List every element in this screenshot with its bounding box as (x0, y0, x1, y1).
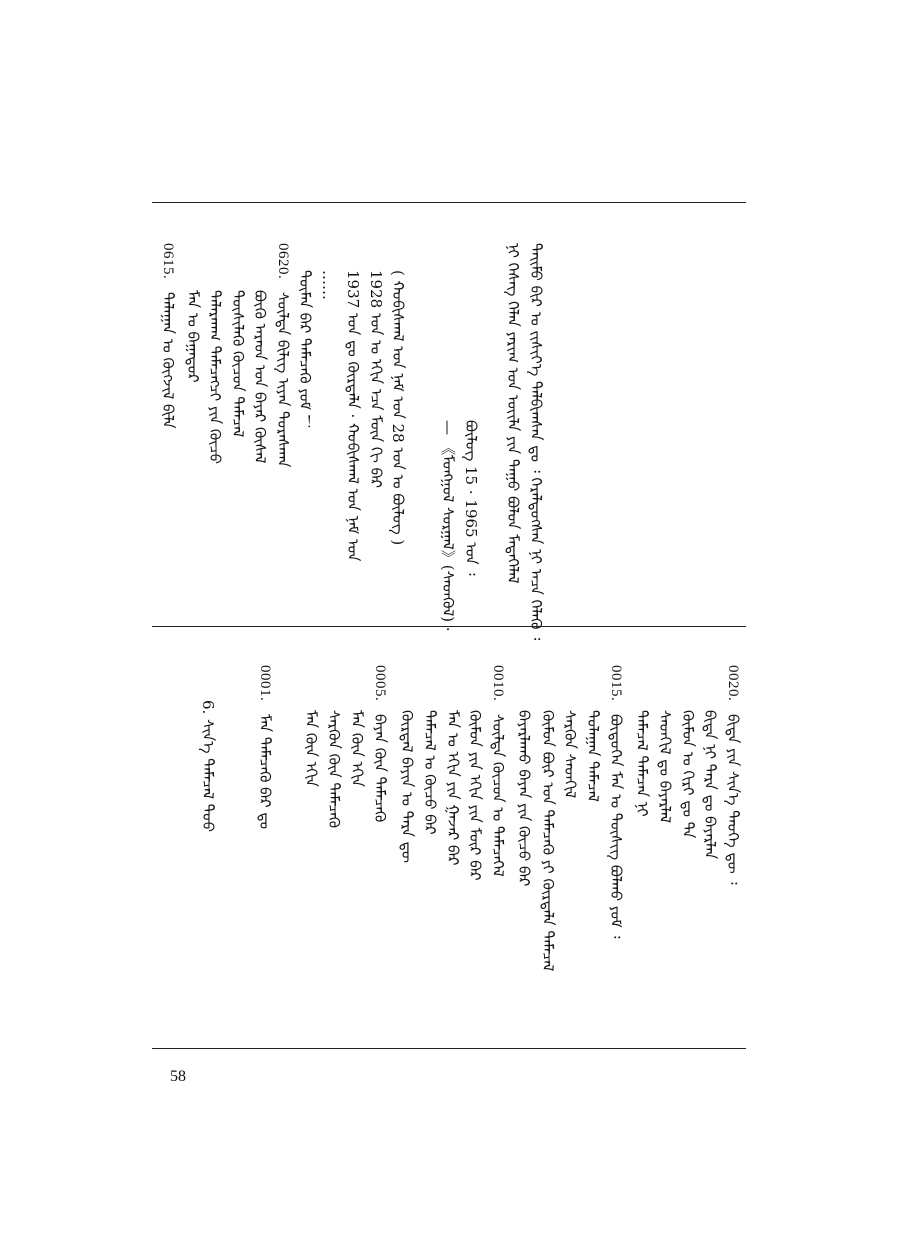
column-text: 1937 ᠣᠨ ᠳᠤ ᠬᠦᠷᠲᠡᠯᠡ · ᠬᠤᠪᠢᠰᠬᠠᠯ ᠤᠨ ᠨᠠᠮ ᠤᠨ (344, 270, 362, 562)
bottom-column-18 (326, 710, 341, 1030)
column-text: ᠨᠢ ᠬᠡᠰᠡᠭ ᠬᠡᠯᠡᠨ ᠶᠠᠷᠢᠭ ᠤᠨ ᠦᠢᠯᠡ ᠶᠢᠨ ᠳᠠᠭᠤ ᠪᠣᠯᠤᠨ ᠮᠡᠳᠡᠭᠡᠯᠡᠯ (504, 243, 522, 584)
line-number: 0020. (725, 665, 741, 702)
column-text: ᠲᠦᠰᠢᠯᠡᠬᠦ ᠬᠦᠴᠦᠨ ᠲᠡᠮᠡᠴᠡᠯ (229, 290, 247, 438)
top-rule (152, 202, 746, 203)
top-column-1 (527, 243, 545, 641)
bottom-column-9 (540, 710, 555, 1030)
column-text: ᠪᠦᠲᠦᠭᠡᠨ ᠮᠠᠨ ᠤ ᠲᠦᠰᠢᠭ ᠪᠣᠯᠬᠤ ᠶᠤᠮ ᠄ (607, 714, 625, 939)
column-text: ᠳᠤᠯᠠᠭᠠᠨ ᠲᠡᠮᠡᠴᠡᠯ (584, 710, 602, 802)
top-column-12 (230, 290, 245, 610)
column-text: ᠪᠠᠶᠠᠨ ᠬᠦᠨ ᠲᠡᠮᠡᠴᠡᠬᠦ (371, 714, 389, 823)
bottom-column-5 (634, 710, 649, 1030)
bottom-column-14 (422, 710, 437, 1030)
bottom-column-12 (467, 710, 482, 1030)
column-text: ᠰᠡᠳᠬᠢᠯ ᠳᠤ ᠪᠠᠶᠠᠷᠯᠠᠯ (656, 710, 674, 824)
top-column-11 (252, 290, 267, 610)
column-text: ᠮᠠᠨ ᠬᠦᠨ ᠡᠬᠢᠨ (302, 710, 320, 787)
line-number: 0001. (257, 665, 273, 702)
top-column-2 (505, 243, 520, 613)
column-text: ᠰᠡᠷᠭᠦᠨ ᠰᠡᠳᠬᠢᠯ (561, 710, 579, 799)
top-column-7 (345, 270, 360, 610)
bottom-rule (152, 1048, 746, 1049)
column-text: ᠰᠡᠷᠭᠦᠨ ᠬᠦᠨ ᠲᠡᠮᠡᠴᠡᠬᠦ (325, 710, 343, 829)
column-text: ᠲᠡᠮᠡᠴᠡᠯ ᠤ ᠬᠦᠴᠦ ᠪᠠᠷ (421, 710, 439, 835)
top-column-15 (160, 243, 175, 613)
ellipsis: …… (319, 270, 337, 300)
bottom-column-13 (445, 710, 460, 1030)
column-text: ᠲᠠᠯᠠᠭᠠᠨ ᠤ ᠬᠥᠭᠵᠢᠯ ᠪᠢᠯᠡ (159, 292, 177, 429)
column-text: ᠬᠦᠮᠦᠨ ᠶᠢᠨ ᠡᠬᠢᠨ ᠶᠢᠨ ᠮᠥᠷ ᠪᠠᠷ (466, 710, 484, 881)
column-text: ᠪᠦᠬᠦ ᠠᠷᠠᠳ ᠤᠨ ᠪᠠᠶᠠᠷ ᠬᠦᠰᠡᠯ (251, 290, 269, 464)
column-text: ᠮᠠᠨ ᠤ ᠪᠠᠭᠠᠲᠤᠷ (184, 290, 202, 383)
line-number: 0620. (275, 243, 291, 280)
bottom-column-19 (303, 710, 318, 1030)
bottom-column-2 (702, 710, 717, 1030)
column-text: ᠮᠠᠨ ᠬᠦᠨ ᠡᠬᠢᠨ (348, 710, 366, 787)
column-text: ᠲᠡᠮᠡᠴᠡᠯ ᠲᠡᠮᠡᠴᠡᠨ ᠨᠢ (633, 710, 651, 817)
bottom-column-16 (372, 665, 387, 1035)
column-text: ᠰᠦᠯᠳᠡ ᠬᠦᠴᠦᠨ ᠤ ᠲᠡᠮᠡᠴᠡᠭᠡᠯ (489, 714, 507, 877)
column-text: ᠪᠦᠯᠦᠭ 15 · 1965 ᠣᠨ ᠄ (462, 420, 480, 576)
page-number: 58 (170, 1068, 186, 1085)
top-column-9 (297, 270, 312, 470)
top-column-10 (275, 243, 290, 613)
bottom-column-7 (585, 710, 600, 1030)
bottom-column-6 (608, 665, 623, 1035)
column-text: ᠪᠠᠶᠠᠷᠯᠠᠬᠤ ᠪᠠᠶᠠᠨ ᠶᠢᠨ ᠬᠦᠴᠦ ᠪᠠᠷ (515, 710, 533, 887)
top-column-6 (368, 270, 383, 610)
column-text: ᠲᠡᠢᠮᠦ ᠪᠢᠷ ᠤ ᠵᠢᠰᠢᠶ᠎ᠡ ᠲᠠᠯᠪᠢᠭᠰᠠᠨ ᠳᠤ ᠄ ᠭᠡᠷᠡᠯᠲᠦᠭᠰᠡᠨ ᠨᠢ ᠠᠴᠠ ᠬᠡᠯᠡᠬᠦ ᠄ (527, 243, 545, 641)
bottom-column-4 (657, 710, 672, 1030)
column-text: ᠪᠢᠳᠡ ᠶᠢᠨ ᠰᠢᠨ᠎ᠡ ᠲᠡᠦᠬᠡ ᠳᠦ ᠄ (724, 714, 742, 885)
bottom-column-1 (725, 665, 740, 1035)
column-text: 1928 ᠣᠨ ᠤ ᠡᠬᠢᠨ ᠡᠴᠡ ᠮᠥᠨ ᠬᠢ ᠪᠠᠷ (367, 270, 385, 489)
bottom-column-3 (680, 710, 695, 1030)
bottom-column-10 (516, 710, 531, 1030)
line-number: 0005. (372, 665, 388, 702)
column-text: ᠰᠦᠯᠳᠡ ᠪᠢᠯᠢᠭ ᠢᠶᠡᠨ ᠳᠤᠷᠠᠰᠭᠠᠨ (274, 292, 292, 468)
column-text: — 《ᠮᠣᠩᠭᠣᠯ ᠰᠤᠷᠭᠠᠯ》(ᠰᠡᠳᠭᠦᠯ) · (439, 420, 457, 632)
bottom-column-11 (490, 665, 505, 1035)
top-column-5 (390, 270, 405, 610)
column-text: ᠬᠦᠮᠦᠨ ᠤ ᠬᠢᠷᠢ ᠳᠤ ᠲᠡ (679, 710, 697, 839)
top-column-8 (320, 270, 335, 330)
bottom-column-21 (200, 700, 215, 1030)
section-heading: 6. ᠰᠢᠨ᠎ᠡ ᠲᠡᠮᠡᠴᠡᠯ ᠳᠤᠤ (199, 700, 217, 832)
bottom-column-8 (562, 710, 577, 1030)
top-column-4 (439, 420, 457, 632)
column-text: ᠲᠦᠮᠡᠨ ᠪᠠᠷ ᠲᠡᠮᠡᠴᠡᠬᠦ ᠶᠤᠮ ！ (296, 270, 314, 430)
column-text: ᠲᠠᠯᠠᠷᠬᠠᠭ ᠲᠡᠮᠡᠴᠡᠭᠴᠢ ᠶᠢᠨ ᠬᠦᠴᠦ (206, 290, 224, 465)
line-number: 0010. (490, 665, 506, 702)
column-text: ᠮᠠᠨ ᠤ ᠡᠬᠢᠨ ᠶᠢᠨ ᠭᠠᠵᠠᠷ ᠪᠠᠷ (444, 710, 462, 866)
bottom-column-17 (349, 710, 364, 1030)
column-text: ᠪᠢᠳᠡ ᠨᠢ ᠲᠡᠷᠡ ᠳᠤ ᠪᠠᠶᠠᠷᠯᠠᠨ (701, 710, 719, 860)
line-number: 0015. (608, 665, 624, 702)
top-column-14 (185, 290, 200, 610)
top-column-13 (207, 290, 222, 610)
column-text: ᠮᠠᠨ ᠲᠡᠮᠡᠴᠡᠬᠦ ᠪᠠᠷ ᠳᠤ (256, 714, 274, 830)
bottom-column-15 (399, 710, 414, 1030)
bottom-column-20 (257, 665, 272, 1035)
column-text: ( ᠬᠤᠪᠢᠰᠬᠠᠯ ᠤᠨ ᠨᠠᠮ ᠤᠨ 28 ᠣᠨ ᠤ ᠪᠦᠯᠦᠭ ) (389, 270, 407, 546)
line-number: 0615. (160, 243, 176, 280)
column-text: ᠬᠦᠷᠲᠡᠯ ᠪᠠᠶᠢᠨ ᠤ ᠲᠡᠷᠡ ᠳᠦ (398, 710, 416, 863)
column-text: ᠬᠦᠮᠦᠨ ᠪᠦᠷ ᠤᠨ ᠲᠡᠮᠡᠴᠡᠬᠦ ᠶᠢ ᠬᠦᠷᠲᠡᠯᠡ ᠲᠡᠮᠡᠴᠡᠯ (539, 710, 557, 972)
top-column-3 (463, 420, 478, 610)
